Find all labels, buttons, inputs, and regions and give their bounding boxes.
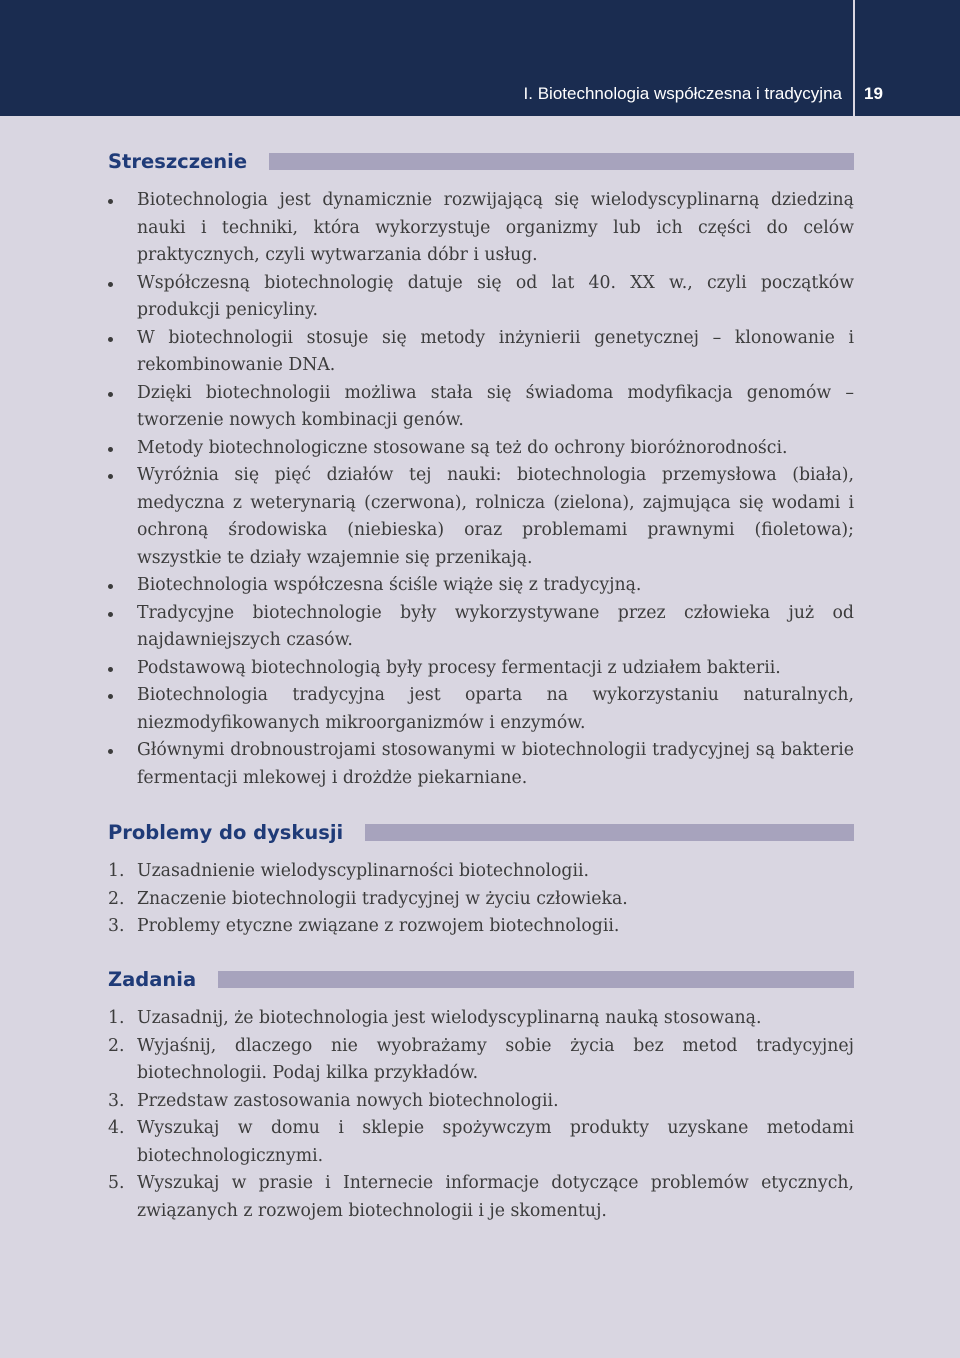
- item-text: Biotechnologia współczesna ściśle wiąże się z tradycyjną.: [137, 575, 642, 595]
- list-item: [108, 325, 854, 380]
- list-item: [108, 1033, 854, 1088]
- item-text: Biotechnologia tradycyjna jest oparta na wykorzystaniu naturalnych, niezmodyfikowanych mikroorganizmów i enzymów.: [137, 685, 854, 733]
- list-item: [108, 1115, 854, 1170]
- item-text: Przedstaw zastosowania nowych biotechnologii.: [137, 1090, 559, 1111]
- bullet-icon: [108, 749, 113, 754]
- list-item: [108, 380, 854, 435]
- list-item: [108, 187, 854, 270]
- item-number: 1.: [108, 861, 125, 881]
- list-item: [108, 655, 854, 683]
- item-number: 4.: [108, 1118, 125, 1138]
- list-item: [108, 1170, 854, 1225]
- list-item: [108, 858, 854, 886]
- item-text: Znaczenie biotechnologii tradycyjnej w życiu człowieka.: [137, 888, 628, 909]
- item-text: Głównymi drobnoustrojami stosowanymi w biotechnologii tradycyjnej są bakterie fermentacji mlekowej i drożdże piekarniane.: [137, 740, 854, 788]
- list-item: [108, 435, 854, 463]
- discussion-heading: [108, 818, 854, 846]
- section-bar: [365, 824, 854, 841]
- bullet-icon: [108, 392, 113, 397]
- list-item: [108, 737, 854, 792]
- item-number: 3.: [108, 1090, 125, 1111]
- list-item: [108, 1088, 854, 1116]
- discussion-list: [108, 858, 854, 941]
- item-text: Wyszukaj w domu i sklepie spożywczym produkty uzyskane metodami biotechnologicznymi.: [137, 1118, 854, 1166]
- section-title: Zadania: [108, 967, 197, 991]
- section-bar: [269, 153, 854, 170]
- bullet-icon: [108, 667, 113, 672]
- item-text: Tradycyjne biotechnologie były wykorzystywane przez człowieka już od najdawniejszych czasów.: [137, 602, 854, 650]
- list-item: [108, 913, 854, 941]
- list-item: [108, 462, 854, 572]
- item-text: Metody biotechnologiczne stosowane są też do ochrony bioróżnorodności.: [137, 437, 788, 458]
- list-item: [108, 572, 854, 600]
- bullet-icon: [108, 584, 113, 589]
- bullet-icon: [108, 474, 113, 479]
- item-number: 1.: [108, 1008, 125, 1028]
- item-text: Wyszukaj w prasie i Internecie informacje dotyczące problemów etycznych, związanych z rozwojem biotechnologii i je skomentuj.: [137, 1173, 854, 1221]
- summary-list: [108, 187, 854, 792]
- item-text: Uzasadnienie wielodyscyplinarności biotechnologii.: [137, 861, 590, 881]
- item-text: Współczesną biotechnologię datuje się od lat 40. XX w., czyli początków produkcji penicyliny.: [137, 272, 854, 320]
- tasks-heading: [108, 965, 854, 993]
- item-number: 3.: [108, 916, 125, 936]
- section-title: Streszczenie: [108, 149, 248, 173]
- list-item: [108, 1005, 854, 1033]
- item-text: Problemy etyczne związane z rozwojem biotechnologii.: [137, 916, 620, 936]
- page-header: [0, 0, 960, 116]
- chapter-title: I. Biotechnologia współczesna i tradycyjna: [523, 84, 842, 103]
- list-item: [108, 600, 854, 655]
- item-text: Uzasadnij, że biotechnologia jest wielodyscyplinarną nauką stosowaną.: [137, 1008, 762, 1028]
- summary-heading: [108, 147, 854, 175]
- item-text: Podstawową biotechnologią były procesy fermentacji z udziałem bakterii.: [137, 657, 781, 678]
- bullet-icon: [108, 447, 113, 452]
- item-text: Dzięki biotechnologii możliwa stała się świadoma modyfikacja genomów – tworzenie nowych kombinacji genów.: [137, 382, 854, 430]
- item-text: W biotechnologii stosuje się metody inżynierii genetycznej – klonowanie i rekombinowanie DNA.: [137, 327, 854, 375]
- list-item: [108, 886, 854, 914]
- tasks-list: [108, 1005, 854, 1225]
- item-text: Biotechnologia jest dynamicznie rozwijającą się wielodyscyplinarną dziedziną nauki i techniki, która wykorzystuje organizmy lub ich części do celów praktycznych, czyli wytwarzania dóbr i usług.: [137, 190, 854, 265]
- header-divider: [853, 0, 855, 116]
- section-bar: [218, 971, 854, 988]
- section-title: Problemy do dyskusji: [108, 820, 344, 844]
- item-number: 5.: [108, 1173, 125, 1193]
- bullet-icon: [108, 282, 113, 287]
- page-number: 19: [864, 84, 883, 103]
- list-item: [108, 682, 854, 737]
- list-item: [108, 270, 854, 325]
- bullet-icon: [108, 612, 113, 617]
- bullet-icon: [108, 199, 113, 204]
- discussion-section: [108, 818, 854, 941]
- item-number: 2.: [108, 888, 125, 909]
- summary-section: [108, 147, 854, 792]
- bullet-icon: [108, 337, 113, 342]
- item-text: Wyróżnia się pięć działów tej nauki: biotechnologia przemysłowa (biała), medyczna z weterynarią (czerwona), rolnicza (zielona), zajmująca się wodami i ochroną środowiska (niebieska) oraz problemami prawnymi (fioletowa); wszystkie te działy wzajemnie się przenikają.: [137, 465, 854, 568]
- item-text: Wyjaśnij, dlaczego nie wyobrażamy sobie życia bez metod tradycyjnej biotechnologii. Podaj kilka przykładów.: [137, 1035, 854, 1083]
- item-number: 2.: [108, 1035, 125, 1056]
- bullet-icon: [108, 694, 113, 699]
- tasks-section: [108, 965, 854, 1225]
